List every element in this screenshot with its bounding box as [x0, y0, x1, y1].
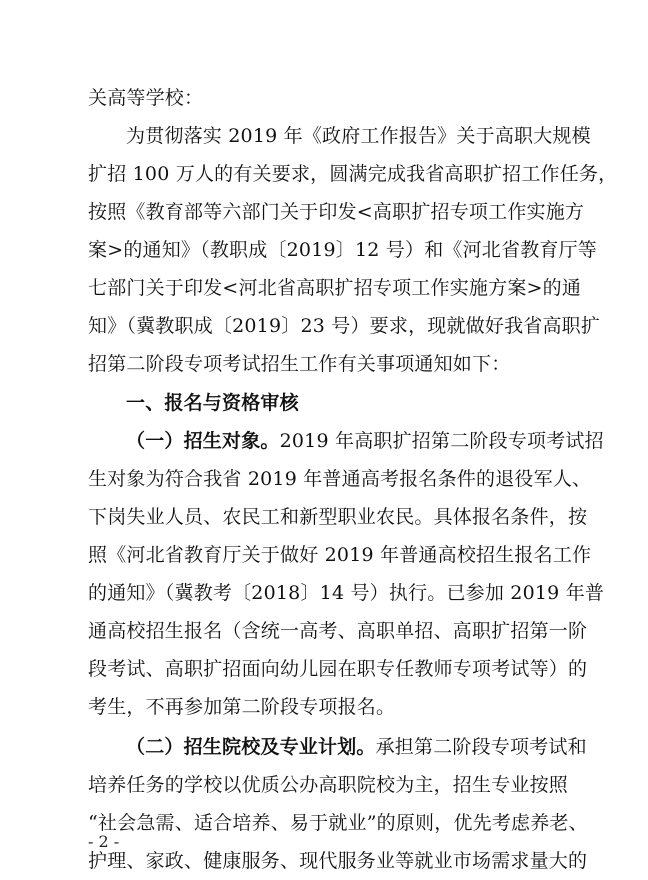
text-line: 段考试、高职扩招面向幼儿园在职专任教师专项考试等）的 — [88, 658, 588, 680]
text-line: 按照《教育部等六部门关于印发<高职扩招专项工作实施方 — [88, 201, 585, 223]
text-line: 考生，不再参加第二阶段专项报名。 — [88, 696, 396, 718]
text-line: 关高等学校： — [88, 87, 204, 109]
text-line: 为贯彻落实 2019 年《政府工作报告》关于高职大规模 — [126, 125, 591, 147]
page-number: - 2 - — [88, 832, 120, 851]
text-line: 七部门关于印发<河北省高职扩招专项工作实施方案>的通 — [88, 277, 582, 299]
text-line: 生对象为符合我省 2019 年普通高考报名条件的退役军人、 — [88, 468, 592, 490]
text-line: 下岗失业人员、农民工和新型职业农民。具体报名条件，按 — [88, 506, 588, 528]
text-line: “社会急需、适合培养、易于就业”的原则，优先考虑养老、 — [88, 812, 588, 834]
text-line: 照《河北省教育厅关于做好 2019 年普通高校招生报名工作 — [88, 544, 592, 566]
subsection-title: （一）招生对象。 — [126, 430, 280, 452]
text-line: 扩招 100 万人的有关要求，圆满完成我省高职扩招工作任务， — [88, 163, 618, 185]
text-line: 知》（冀教职成〔2019〕23 号）要求，现就做好我省高职扩 — [88, 315, 601, 337]
text-line: 培养任务的学校以优质公办高职院校为主，招生专业按照 — [88, 774, 569, 796]
text-line: 招第二阶段专项考试招生工作有关事项通知如下： — [88, 353, 511, 375]
text-line: 通高校招生报名（含统一高考、高职单招、高职扩招第一阶 — [88, 620, 588, 642]
section-heading: 一、报名与资格审核 — [126, 392, 299, 414]
text-line: 的通知》（冀教考〔2018〕14 号）执行。已参加 2019 年普 — [88, 582, 605, 604]
text-line: 案>的通知》（教职成〔2019〕12 号）和《河北省教育厅等 — [88, 239, 597, 261]
subsection-text: 2019 年高职扩招第二阶段专项考试招 — [279, 430, 604, 452]
text-line: 护理、家政、健康服务、现代服务业等就业市场需求量大的 — [88, 850, 588, 872]
subsection-title: （二）招生院校及专业计划。 — [126, 736, 376, 758]
subsection-line — [126, 728, 587, 766]
subsection-text: 承担第二阶段专项考试和 — [375, 736, 587, 758]
subsection-line — [126, 422, 604, 460]
